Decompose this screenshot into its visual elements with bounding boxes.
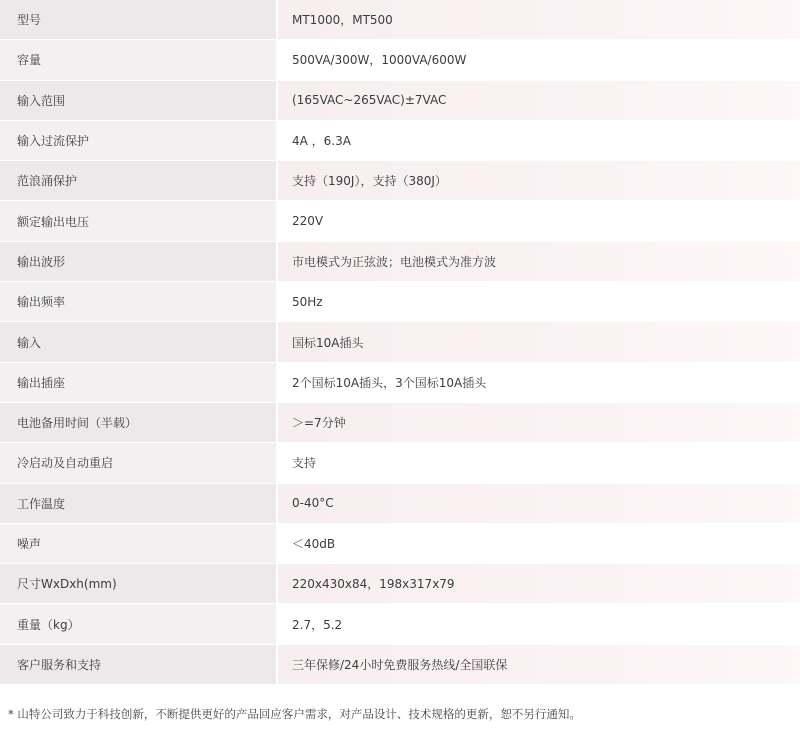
table-row — [0, 564, 800, 604]
row-value: 国标10A插头 — [276, 322, 800, 361]
table-row — [0, 121, 800, 161]
row-value: 50Hz — [276, 282, 800, 321]
row-label: 噪声 — [0, 524, 276, 563]
footnote: * 山特公司致力于科技创新，不断提供更好的产品回应客户需求，对产品设计、技术规格的更新，恕不另行通知。 — [8, 707, 581, 721]
row-label: 型号 — [0, 0, 276, 39]
row-value: 220x430x84，198x317x79 — [276, 564, 800, 603]
table-row — [0, 81, 800, 121]
row-label: 冷启动及自动重启 — [0, 443, 276, 482]
row-value: (165VAC~265VAC)±7VAC — [276, 81, 800, 120]
row-value: 500VA/300W，1000VA/600W — [276, 40, 800, 79]
table-row — [0, 403, 800, 443]
table-row — [0, 322, 800, 362]
row-label: 容量 — [0, 40, 276, 79]
table-row — [0, 0, 800, 40]
row-label: 工作温度 — [0, 484, 276, 523]
row-label: 输入过流保护 — [0, 121, 276, 160]
table-row — [0, 282, 800, 322]
row-label: 输出频率 — [0, 282, 276, 321]
row-value: 4A ，6.3A — [276, 121, 800, 160]
row-label: 尺寸WxDxh(mm) — [0, 564, 276, 603]
row-label: 额定输出电压 — [0, 201, 276, 240]
row-label: 重量（kg） — [0, 604, 276, 643]
table-row — [0, 645, 800, 685]
table-row — [0, 484, 800, 524]
row-label: 输出波形 — [0, 242, 276, 281]
row-label: 范浪涌保护 — [0, 161, 276, 200]
table-row — [0, 604, 800, 644]
table-row — [0, 201, 800, 241]
row-label: 客户服务和支持 — [0, 645, 276, 684]
row-value: ＞=7分钟 — [276, 403, 800, 442]
row-value: 220V — [276, 201, 800, 240]
table-row — [0, 524, 800, 564]
row-value: 三年保修/24小时免费服务热线/全国联保 — [276, 645, 800, 684]
row-value: 支持（190J），支持（380J） — [276, 161, 800, 200]
row-value: 2个国标10A插头，3个国标10A插头 — [276, 363, 800, 402]
table-row — [0, 161, 800, 201]
table-row — [0, 443, 800, 483]
row-value: 市电模式为正弦波；电池模式为准方波 — [276, 242, 800, 281]
table-row — [0, 242, 800, 282]
row-value: 0-40°C — [276, 484, 800, 523]
table-row — [0, 363, 800, 403]
row-value: MT1000，MT500 — [276, 0, 800, 39]
row-label: 电池备用时间（半载） — [0, 403, 276, 442]
table-row — [0, 40, 800, 80]
row-value: 支持 — [276, 443, 800, 482]
row-label: 输入范围 — [0, 81, 276, 120]
row-label: 输出插座 — [0, 363, 276, 402]
row-value: ＜40dB — [276, 524, 800, 563]
row-value: 2.7，5.2 — [276, 604, 800, 643]
row-label: 输入 — [0, 322, 276, 361]
